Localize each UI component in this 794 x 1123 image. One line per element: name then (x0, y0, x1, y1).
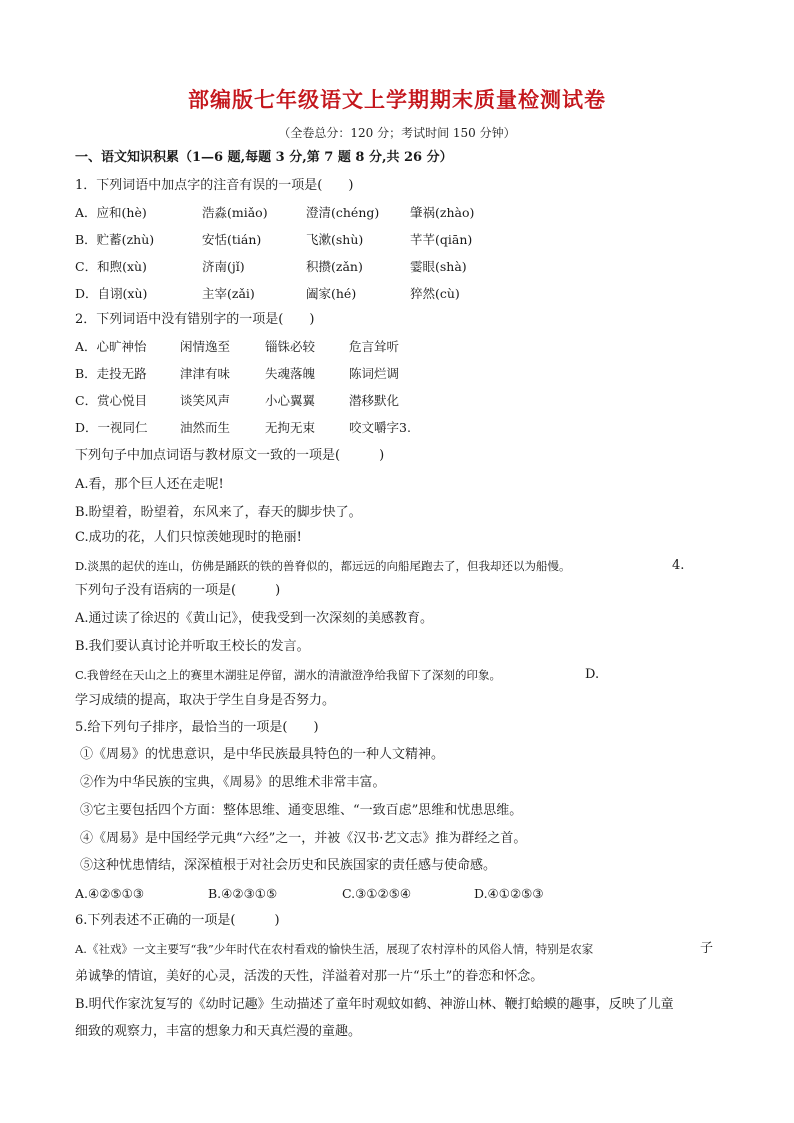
q1-a-2: 浩淼(miǎo) (202, 205, 268, 220)
q1-c-4: 霎眼(shà) (410, 259, 467, 274)
q2-d-1: D．一视同仁 (75, 420, 148, 435)
q2-b-1: B．走投无路 (75, 366, 147, 381)
q4-option-b: B.我们要认真讨论并听取王校长的发言。 (75, 639, 310, 654)
q6-option-b-line2: 细致的观察力，丰富的想象力和天真烂漫的童趣。 (75, 1024, 362, 1039)
q4-option-c: C.我曾经在天山之上的赛里木湖驻足停留，湖水的清澈澄净给我留下了深刻的印象。 (75, 668, 502, 682)
q6-option-a-line1: A.《社戏》一文主要写“我”少年时代在农村看戏的愉快生活，展现了农村淳朴的风俗人情，特别是农家 (75, 942, 594, 956)
q2-a-1: A．心旷神怡 (75, 339, 147, 354)
q1-d-3: 阖家(hé) (306, 286, 357, 301)
q5-sentence-4: ④《周易》是中国经学元典“六经”之一，并被《汉书·艺文志》推为群经之首。 (80, 831, 527, 846)
page-title: 部编版七年级语文上学期期末质量检测试卷 (188, 88, 606, 112)
q5-sentence-5: ⑤这种忧患情结，深深植根于对社会历史和民族国家的责任感与使命感。 (80, 858, 497, 873)
q2-b-2: 津津有味 (180, 366, 231, 381)
q5-option-b: B.④②③①⑤ (208, 886, 278, 901)
q2-a-2: 闲情逸至 (180, 339, 231, 354)
q2-c-3: 小心翼翼 (265, 393, 316, 408)
q4-stem: 下列句子没有语病的一项是( ) (75, 583, 281, 598)
q5-option-c: C.③①②⑤④ (342, 886, 412, 901)
q4-number: 4. (672, 558, 685, 573)
q2-c-2: 谈笑风声 (180, 393, 231, 408)
q1-a-3: 澄清(chéng) (306, 205, 380, 220)
q2-c-4: 潜移默化 (349, 393, 400, 408)
q1-d-1: D．自诩(xù) (75, 286, 148, 301)
q5-option-d: D.④①②⑤③ (474, 886, 544, 901)
q3-option-b: B.盼望着，盼望着，东风来了，春天的脚步快了。 (75, 505, 362, 520)
q2-a-3: 锱铢必较 (265, 339, 316, 354)
q1-b-3: 飞漱(shù) (306, 232, 364, 247)
q6-stem: 6.下列表述不正确的一项是( ) (75, 913, 280, 928)
page-subtitle: （全卷总分：120 分；考试时间 150 分钟） (278, 126, 516, 140)
q1-a-4: 肇祸(zhào) (410, 205, 475, 220)
q1-d-2: 主宰(zǎi) (202, 286, 255, 301)
q2-d-4: 咬文嚼字3. (349, 420, 411, 435)
q5-sentence-3: ③它主要包括四个方面：整体思维、通变思维、“一致百虑”思维和忧患思维。 (80, 803, 523, 818)
q2-a-4: 危言耸听 (349, 339, 400, 354)
q5-option-a: A.④②⑤①③ (75, 886, 145, 901)
q2-d-2: 油然而生 (180, 420, 231, 435)
q1-d-4: 猝然(cù) (410, 286, 460, 301)
q5-stem: 5.给下列句子排序，最恰当的一项是( ) (75, 720, 319, 735)
q5-sentence-2: ②作为中华民族的宝典，《周易》的思维术非常丰富。 (80, 775, 386, 790)
q2-c-1: C．赏心悦目 (75, 393, 148, 408)
q2-b-3: 失魂落魄 (265, 366, 316, 381)
q1-c-2: 济南(jǐ) (202, 259, 245, 274)
q1-c-1: C．和煦(xù) (75, 259, 147, 274)
q1-stem: 1．下列词语中加点字的注音有误的一项是( ) (75, 178, 354, 193)
q1-c-3: 积攒(zǎn) (306, 259, 363, 274)
q3-option-a: A.看，那个巨人还在走呢! (75, 477, 224, 492)
q6-option-a-line2: 弟诚挚的情谊，美好的心灵，活泼的天性，洋溢着对那一片“乐土”的眷恋和怀念。 (75, 969, 544, 984)
q2-d-3: 无拘无束 (265, 420, 316, 435)
section-heading: 一、语文知识积累（1—6 题,每题 3 分,第 7 题 8 分,共 26 分） (75, 150, 453, 165)
q2-stem: 2．下列词语中没有错别字的一项是( ) (75, 312, 315, 327)
q4-option-d-label: D. (585, 667, 600, 682)
q3-option-c: C.成功的花，人们只惊羡她现时的艳丽! (75, 530, 302, 545)
q6-option-b-line1: B.明代作家沈复写的《幼时记趣》生动描述了童年时观蚊如鹤、神游山林、鞭打蛤蟆的趣事，反映了儿童 (75, 997, 674, 1012)
q1-b-1: B．贮蓄(zhù) (75, 232, 155, 247)
q5-sentence-1: ①《周易》的忧患意识，是中华民族最具特色的一种人文精神。 (80, 747, 445, 762)
q3-option-d: D.淡黑的起伏的连山，仿佛是踊跃的铁的兽脊似的，都远远的向船尾跑去了，但我却还以为船慢。 (75, 559, 571, 573)
q6-option-a-tail: 子 (700, 941, 714, 956)
q1-a-1: A．应和(hè) (75, 205, 147, 220)
q2-b-4: 陈词烂调 (349, 366, 400, 381)
q4-option-d: 学习成绩的提高，取决于学生自身是否努力。 (75, 693, 336, 708)
q1-b-2: 安恬(tián) (202, 232, 262, 247)
q3-stem: 下列句子中加点词语与教材原文一致的一项是( ) (75, 448, 385, 463)
q1-b-4: 芊芊(qiān) (410, 232, 473, 247)
q4-option-a: A.通过读了徐迟的《黄山记》，使我受到一次深刻的美感教育。 (75, 611, 434, 626)
